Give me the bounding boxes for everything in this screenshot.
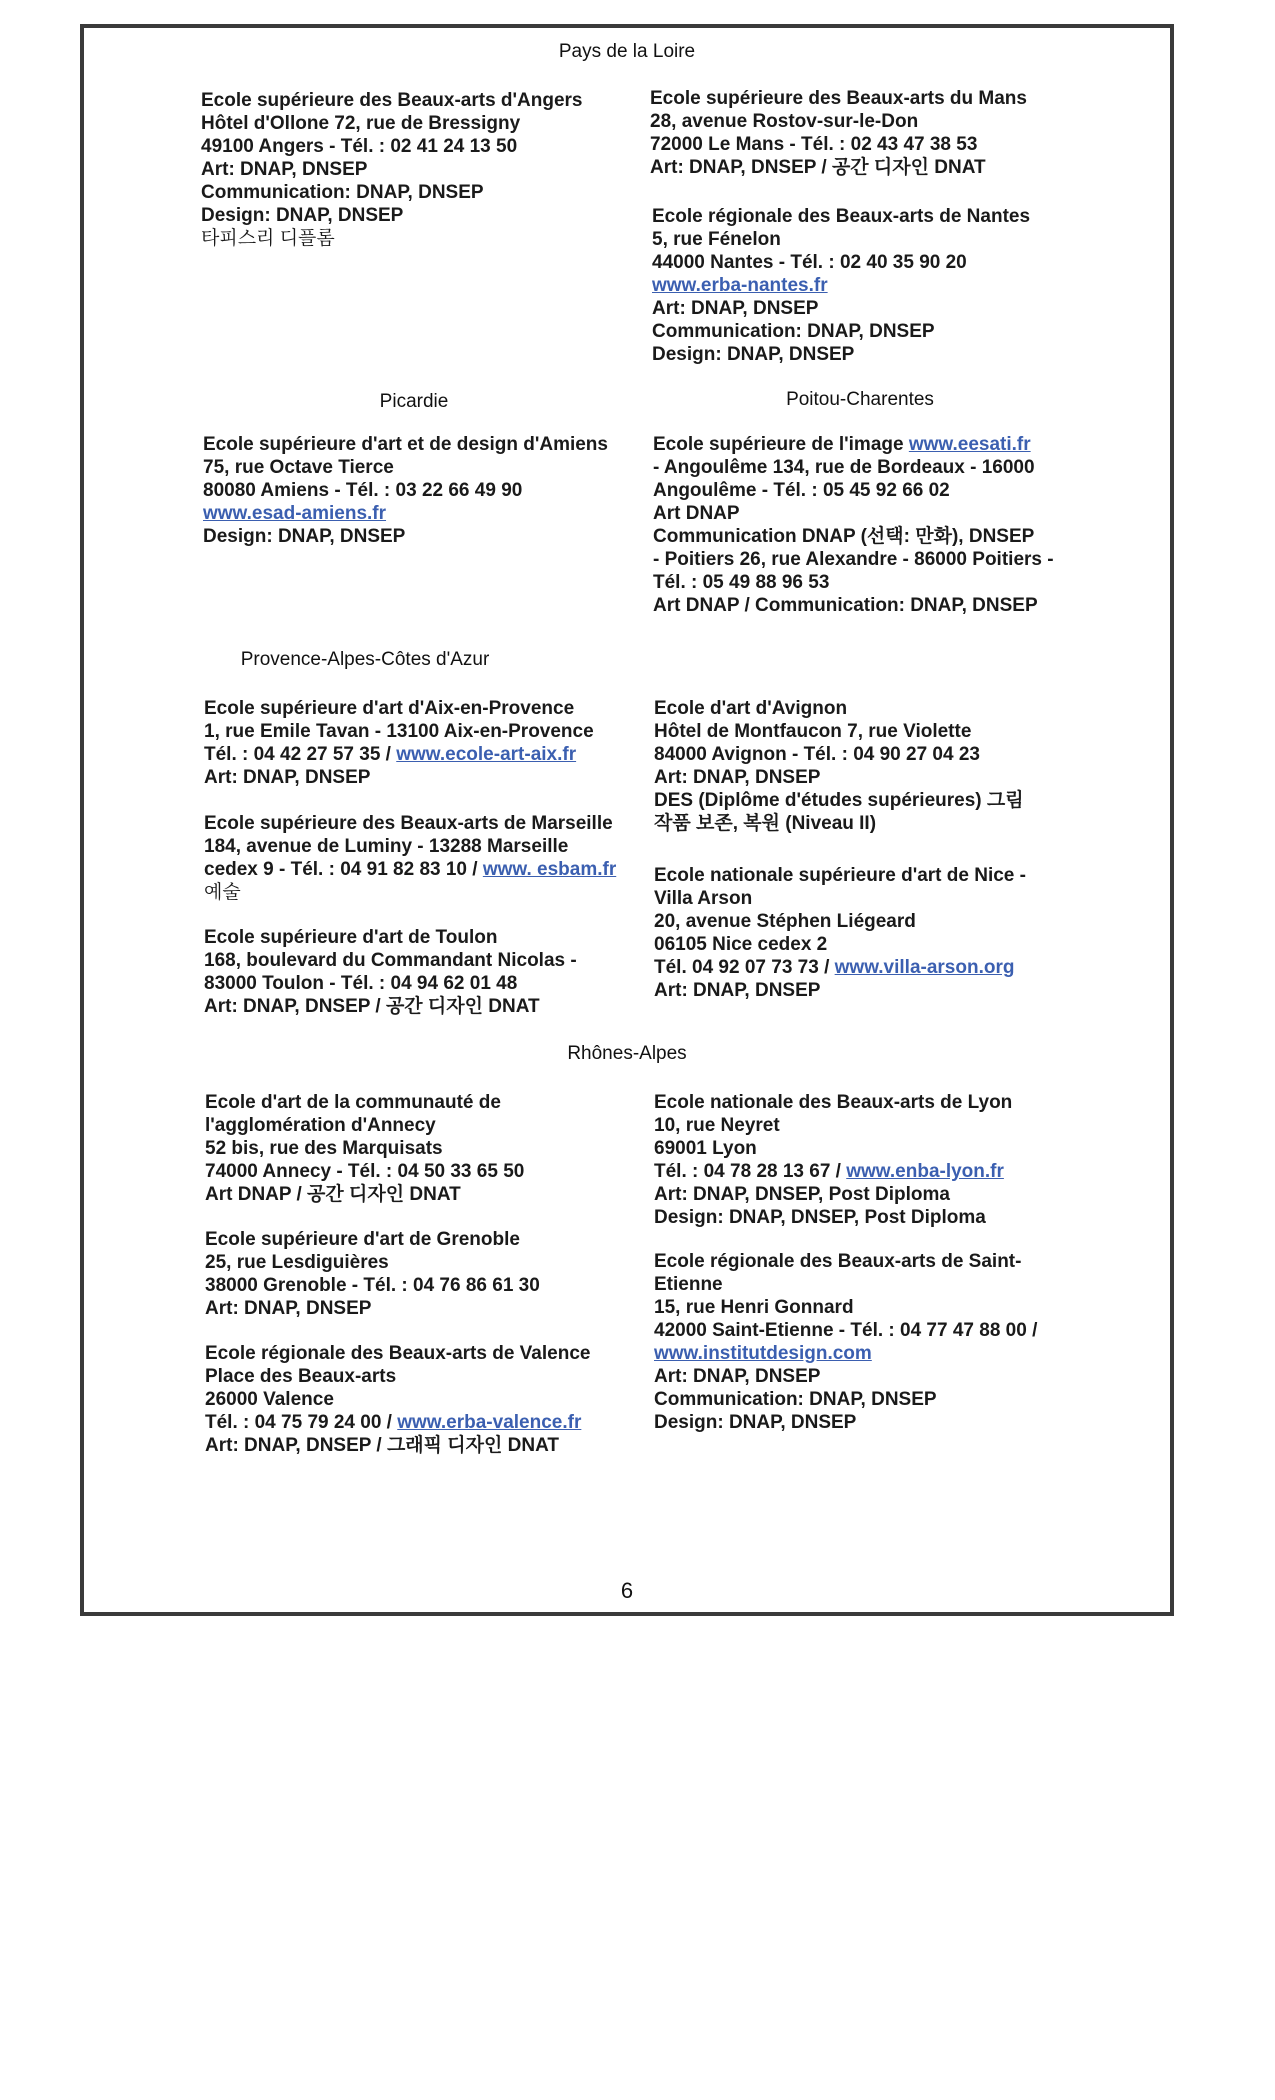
school-angers	[201, 89, 583, 250]
school-name: Villa Arson	[654, 888, 753, 909]
school-phone: Tél. : 04 42 27 57 35 /	[204, 744, 397, 765]
school-name: Ecole nationale des Beaux-arts de Lyon	[654, 1092, 1013, 1113]
school-phone: 84000 Avignon - Tél. : 04 90 27 04 23	[654, 744, 980, 765]
school-diploma: Art: DNAP, DNSEP / 공간 디자인 DNAT	[650, 157, 986, 178]
school-saint-etienne	[654, 1250, 1037, 1434]
school-phone: Tél. : 04 75 79 24 00 /	[205, 1412, 398, 1433]
school-diploma: Communication DNAP (선택: 만화), DNSEP	[653, 526, 1035, 547]
school-name: Ecole régionale des Beaux-arts de Saint-	[654, 1251, 1022, 1272]
school-note: 타피스리 디플롬	[201, 228, 335, 249]
school-phone: cedex 9 - Tél. : 04 91 82 83 10 /	[204, 859, 483, 880]
school-diploma: Communication: DNAP, DNSEP	[652, 321, 935, 342]
school-diploma: Design: DNAP, DNSEP	[203, 526, 406, 547]
school-website-link[interactable]: www.institutdesign.com	[654, 1343, 872, 1364]
school-website-link[interactable]: www.eesati.fr	[908, 434, 1031, 455]
school-diploma: Art: DNAP, DNSEP	[654, 1366, 821, 1387]
school-phone: 74000 Annecy - Tél. : 04 50 33 65 50	[205, 1161, 525, 1182]
school-diploma: Design: DNAP, DNSEP	[654, 1412, 857, 1433]
school-diploma: Communication: DNAP, DNSEP	[654, 1389, 937, 1410]
school-diploma: 작품 보존, 복원 (Niveau II)	[654, 813, 877, 834]
school-website-link[interactable]: www.erba-nantes.fr	[652, 275, 828, 296]
region-heading-paca: Provence-Alpes-Côtes d'Azur	[240, 649, 490, 670]
school-aix	[204, 697, 594, 789]
school-website-link[interactable]: www.erba-valence.fr	[397, 1412, 582, 1433]
school-phone: 80080 Amiens - Tél. : 03 22 66 49 90	[203, 480, 523, 501]
school-name: Ecole supérieure de l'image	[653, 434, 909, 455]
school-phone: 83000 Toulon - Tél. : 04 94 62 01 48	[204, 973, 518, 994]
school-address: 06105 Nice cedex 2	[654, 934, 828, 955]
school-phone: Tél. : 05 49 88 96 53	[653, 572, 830, 593]
school-website-link[interactable]: www.esad-amiens.fr	[203, 503, 387, 524]
school-address: 25, rue Lesdiguières	[205, 1252, 389, 1273]
school-diploma: Art: DNAP, DNSEP	[204, 767, 371, 788]
school-toulon	[204, 926, 577, 1018]
school-name: Etienne	[654, 1274, 723, 1295]
school-lyon	[654, 1091, 1012, 1229]
school-avignon	[654, 697, 1024, 835]
school-website-link[interactable]: www.ecole-art-aix.fr	[396, 744, 577, 765]
school-phone: Angoulême - Tél. : 05 45 92 66 02	[653, 480, 950, 501]
region-heading-rhones-alpes: Rhônes-Alpes	[567, 1043, 687, 1064]
school-address: Place des Beaux-arts	[205, 1366, 397, 1387]
school-name: Ecole supérieure d'art d'Aix-en-Provence	[204, 698, 575, 719]
school-website-link[interactable]: www. esbam.fr	[482, 859, 617, 880]
region-heading-pays-de-la-loire: Pays de la Loire	[558, 41, 696, 62]
school-address: - Angoulême 134, rue de Bordeaux - 16000	[653, 457, 1035, 478]
school-le-mans	[650, 87, 1027, 179]
school-address: 52 bis, rue des Marquisats	[205, 1138, 443, 1159]
school-diploma: Art: DNAP, DNSEP	[654, 767, 821, 788]
school-address: 1, rue Emile Tavan - 13100 Aix-en-Provence	[204, 721, 594, 742]
school-address: 10, rue Neyret	[654, 1115, 780, 1136]
school-diploma: Design: DNAP, DNSEP	[652, 344, 855, 365]
school-phone: 49100 Angers - Tél. : 02 41 24 13 50	[201, 136, 518, 157]
school-address: 69001 Lyon	[654, 1138, 757, 1159]
school-diploma: Art: DNAP, DNSEP / 그래픽 디자인 DNAT	[205, 1435, 559, 1456]
school-address: 15, rue Henri Gonnard	[654, 1297, 854, 1318]
school-diploma: DES (Diplôme d'études supérieures) 그림	[654, 790, 1024, 811]
school-amiens	[203, 433, 608, 548]
school-address: 168, boulevard du Commandant Nicolas -	[204, 950, 577, 971]
school-grenoble	[205, 1228, 540, 1320]
school-diploma: Art DNAP	[653, 503, 740, 524]
region-heading-poitou-charentes: Poitou-Charentes	[786, 389, 934, 410]
school-phone: Tél. 04 92 07 73 73 /	[654, 957, 835, 978]
school-phone: Tél. : 04 78 28 13 67 /	[654, 1161, 847, 1182]
school-name: Ecole nationale supérieure d'art de Nice -	[654, 865, 1026, 886]
school-name: Ecole supérieure d'art de Toulon	[204, 927, 498, 948]
school-name: Ecole supérieure d'art de Grenoble	[205, 1229, 520, 1250]
school-diploma: Art DNAP / Communication: DNAP, DNSEP	[653, 595, 1038, 616]
school-name: Ecole supérieure des Beaux-arts d'Angers	[201, 90, 583, 111]
school-diploma: Art: DNAP, DNSEP	[652, 298, 819, 319]
school-annecy	[205, 1091, 524, 1206]
region-heading-picardie: Picardie	[379, 391, 449, 412]
school-diploma: Art: DNAP, DNSEP	[654, 980, 821, 1001]
school-valence	[205, 1342, 590, 1457]
school-eesati	[653, 433, 1054, 617]
school-name: Ecole régionale des Beaux-arts de Valence	[205, 1343, 591, 1364]
school-address: 26000 Valence	[205, 1389, 334, 1410]
school-diploma: Art DNAP / 공간 디자인 DNAT	[205, 1184, 461, 1205]
school-address: 75, rue Octave Tierce	[203, 457, 394, 478]
school-diploma: Art: DNAP, DNSEP	[205, 1298, 372, 1319]
school-address: 5, rue Fénelon	[652, 229, 781, 250]
school-address: 28, avenue Rostov-sur-le-Don	[650, 111, 919, 132]
school-diploma: Design: DNAP, DNSEP	[201, 205, 404, 226]
school-nantes	[652, 205, 1030, 366]
school-address: - Poitiers 26, rue Alexandre - 86000 Poitiers -	[653, 549, 1054, 570]
school-name: Ecole d'art de la communauté de	[205, 1092, 501, 1113]
school-website-link[interactable]: www.enba-lyon.fr	[846, 1161, 1004, 1182]
school-phone: 72000 Le Mans - Tél. : 02 43 47 38 53	[650, 134, 978, 155]
school-diploma: Art: DNAP, DNSEP / 공간 디자인 DNAT	[204, 996, 540, 1017]
school-diploma: Art: DNAP, DNSEP	[201, 159, 368, 180]
school-address: 184, avenue de Luminy - 13288 Marseille	[204, 836, 569, 857]
school-address: Hôtel de Montfaucon 7, rue Violette	[654, 721, 972, 742]
school-name: Ecole régionale des Beaux-arts de Nantes	[652, 206, 1031, 227]
school-website-link[interactable]: www.villa-arson.org	[834, 957, 1015, 978]
school-name: Ecole d'art d'Avignon	[654, 698, 848, 719]
school-diploma: Art: DNAP, DNSEP, Post Diploma	[654, 1184, 950, 1205]
school-name: Ecole supérieure d'art et de design d'Amiens	[203, 434, 608, 455]
school-name: Ecole supérieure des Beaux-arts du Mans	[650, 88, 1027, 109]
school-phone: 38000 Grenoble - Tél. : 04 76 86 61 30	[205, 1275, 540, 1296]
school-diploma: Communication: DNAP, DNSEP	[201, 182, 484, 203]
page-frame	[80, 24, 1174, 1616]
school-nice	[654, 864, 1026, 1002]
school-address: 20, avenue Stéphen Liégeard	[654, 911, 916, 932]
school-note: 예술	[204, 882, 241, 903]
school-phone: 42000 Saint-Etienne - Tél. : 04 77 47 88 00 /	[654, 1320, 1038, 1341]
school-name: l'agglomération d'Annecy	[205, 1115, 436, 1136]
school-phone: 44000 Nantes - Tél. : 02 40 35 90 20	[652, 252, 967, 273]
school-address: Hôtel d'Ollone 72, rue de Bressigny	[201, 113, 521, 134]
page-number: 6	[620, 1578, 634, 1603]
school-name: Ecole supérieure des Beaux-arts de Marseille	[204, 813, 613, 834]
school-marseille	[204, 812, 616, 904]
school-diploma: Design: DNAP, DNSEP, Post Diploma	[654, 1207, 986, 1228]
